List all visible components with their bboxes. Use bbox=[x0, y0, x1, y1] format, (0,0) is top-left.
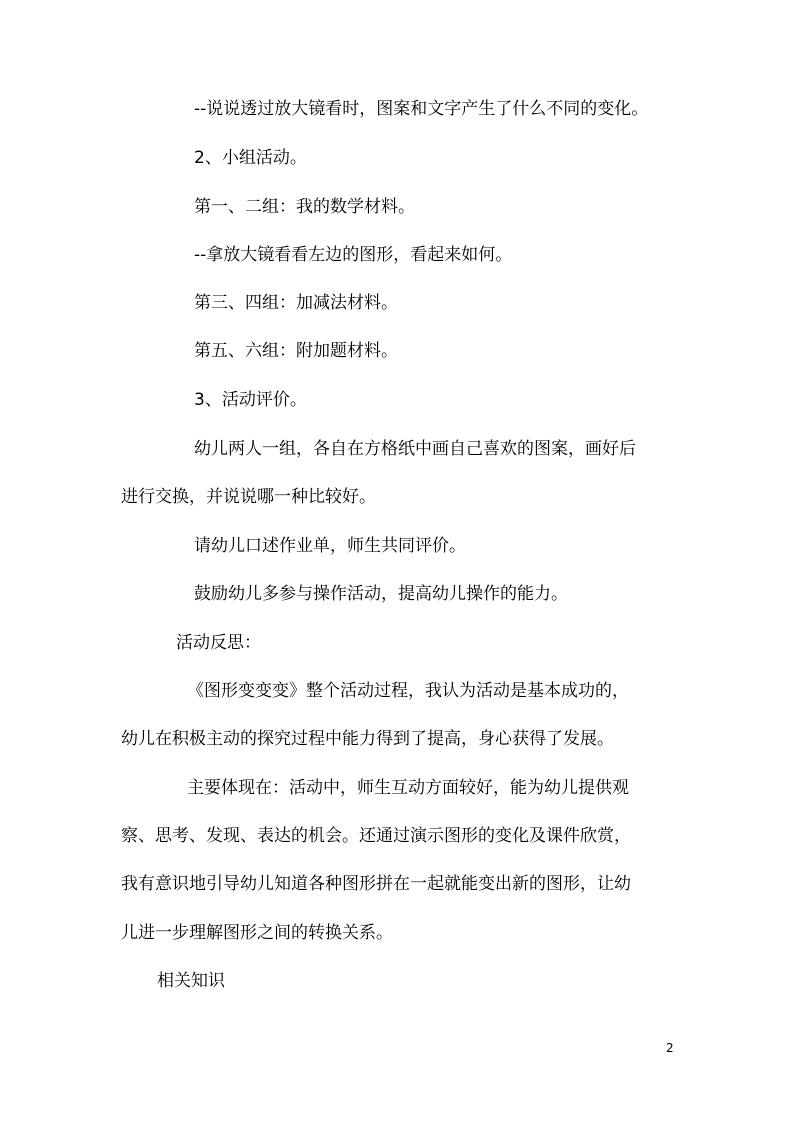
text-line-4: --拿放大镜看看左边的图形，看起来如何。 bbox=[194, 245, 513, 265]
section-heading-related-knowledge: 相关知识 bbox=[157, 971, 225, 991]
text-line-17: 我有意识地引导幼儿知道各种图形拼在一起就能变出新的图形，让幼 bbox=[121, 874, 631, 894]
text-line-3: 第一、二组：我的数学材料。 bbox=[194, 197, 415, 217]
text-line-9: 进行交换，并说说哪一种比较好。 bbox=[121, 487, 376, 507]
text-line-2: 2、小组活动。 bbox=[194, 148, 307, 168]
text-line-1: --说说透过放大镜看时，图案和文字产生了什么不同的变化。 bbox=[194, 99, 649, 119]
text-line-7: 3、活动评价。 bbox=[194, 390, 307, 410]
text-line-8: 幼儿两人一组，各自在方格纸中画自己喜欢的图案，画好后 bbox=[194, 439, 636, 459]
text-line-18: 儿进一步理解图形之间的转换关系。 bbox=[121, 923, 393, 943]
page-number: 2 bbox=[666, 1041, 674, 1055]
text-line-13: 《图形变变变》整个活动过程，我认为活动是基本成功的， bbox=[187, 681, 629, 701]
text-line-10: 请幼儿口述作业单，师生共同评价。 bbox=[194, 536, 466, 556]
section-heading-reflection: 活动反思： bbox=[176, 633, 261, 653]
text-line-14: 幼儿在积极主动的探究过程中能力得到了提高，身心获得了发展。 bbox=[121, 729, 614, 749]
text-line-15: 主要体现在：活动中，师生互动方面较好，能为幼儿提供观 bbox=[187, 778, 629, 798]
text-line-16: 察、思考、发现、表达的机会。还通过演示图形的变化及课件欣赏， bbox=[121, 826, 631, 846]
text-line-6: 第五、六组：附加题材料。 bbox=[194, 341, 398, 361]
text-line-11: 鼓励幼儿多参与操作活动，提高幼儿操作的能力。 bbox=[194, 584, 568, 604]
text-line-5: 第三、四组：加减法材料。 bbox=[194, 293, 398, 313]
